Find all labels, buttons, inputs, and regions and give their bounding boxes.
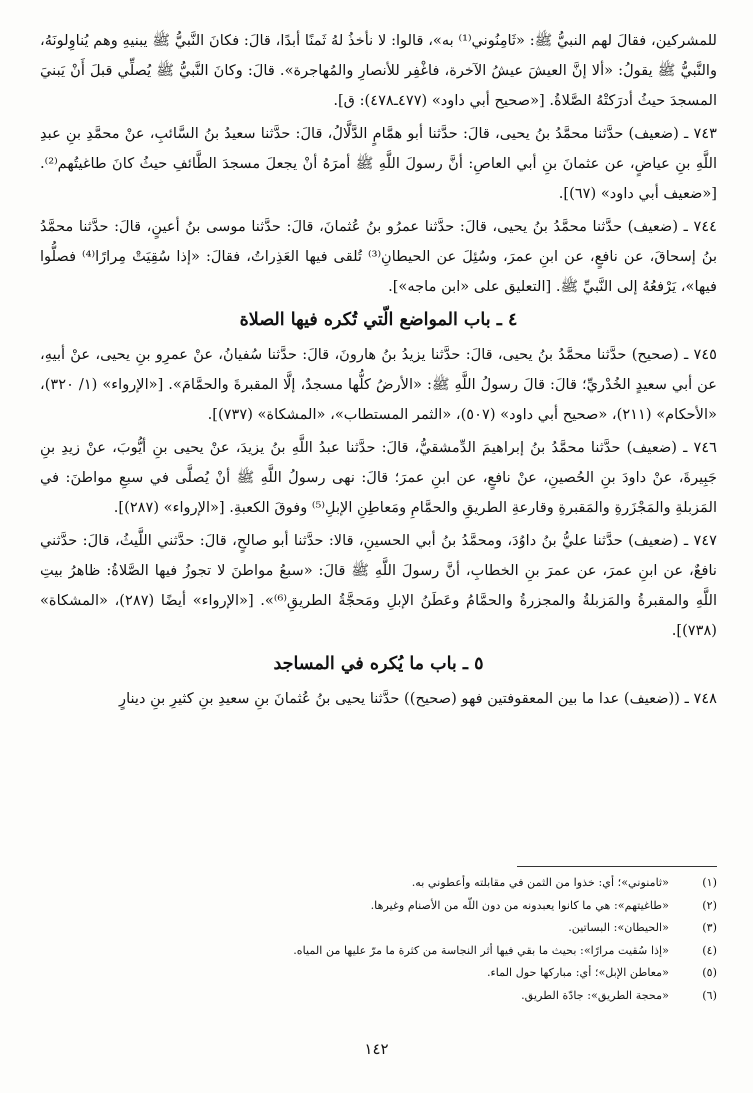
hadith-744: ٧٤٤ ـ (ضعيف) حدَّثنا محمَّدُ بنُ يحيى، قالَ: حدَّثنا عمرُو بنُ عُثمانَ، قالَ: حدَّثنا موسى بنُ أعينٍ، قالَ: حدَّثنا محمَّدُ بنُ إسحاقَ، عن نافعٍ، عن ابنِ عمرَ، وسُئِلَ عن الحيطانِ⁽³⁾ تُلقى فيها العَذِراتُ، فقالَ: «إذا سُقِيَتْ مِرارًا⁽⁴⁾ فصلُّوا فيها»، يَرْفعُهُ إلى النَّبيِّ ﷺ. [التعليق على «ابن ماجه»].: [40, 218, 718, 295]
footnote-6: [40, 985, 717, 1008]
footnote-mark: (٤): [702, 943, 717, 957]
footnote-mark: (٦): [702, 988, 717, 1002]
footnote-mark: (٥): [702, 966, 717, 979]
chapter-heading-5: ٥ ـ باب ما يُكره في المساجد: [273, 654, 484, 674]
footnote-2: [40, 895, 717, 918]
footnote-text: «محجة الطريق»: جادّة الطريق.: [521, 988, 669, 1002]
footnote-text: «الحيطان»: البساتين.: [568, 921, 669, 934]
footnote-text: «ثامنوني»؛ أي: خذوا من الثمن في مقابلته وأعطوني به.: [411, 876, 669, 889]
footnote-text: «معاطن الإبل»؛ أي: مباركها حول الماء.: [486, 966, 669, 979]
hadith-748: ٧٤٨ ـ ((ضعيف) عدا ما بين المعقوفتين فهو (صحيح)) حدَّثنا يحيى بنُ عُثمانَ بنِ سعيدِ بنِ كثيرِ بنِ دينارٍ: [119, 690, 717, 707]
footnotes: [40, 872, 717, 1007]
footnote-mark: (٢): [702, 898, 717, 912]
footnote-text: «طاغيتهم»: هي ما كانوا يعبدونه من دون اللّه من الأصنام وغيرها.: [370, 898, 669, 912]
paragraph-continuation: للمشركين، فقالَ لهم النبيُّ ﷺ: «ثَامِنُوني⁽¹⁾ به»، قالوا: لا نأخذُ لهُ ثَمنًا أبدًا، قالَ: فكانَ النَّبيُّ ﷺ يبنيهِ وهم يُناوِلونَهُ، والنَّبيُّ ﷺ يقولُ: «ألا إنَّ العيشَ عيشُ الآخرة، فاغْفِر للأنصارِ والمُهاجرة». قالَ: وكانَ النَّبيُّ ﷺ يُصلِّي قبلَ أَنْ يَبنيَ المسجدَ حيثُ أدرَكتْهُ الصَّلاةُ. [«صحيح أبي داود» (٤٧٧ـ٤٧٨): ق].: [40, 32, 717, 109]
hadith-747: ٧٤٧ ـ (ضعيف) حدَّثنا عليُّ بنُ داوُدَ، ومحمَّدُ بنُ أبي الحسينِ، قالا: حدَّثنا أبو صالحٍ، قالَ: حدَّثني اللَّيثُ، قالَ: حدَّثني نافعٌ، عن ابنِ عمرَ، عن عمرَ بنِ الخطابِ، أنَّ رسولَ اللَّهِ ﷺ قالَ: «سبعُ مواطنَ لا تجوزُ فيها الصَّلاةُ: ظاهرُ بيتِ اللَّهِ والمقبرةُ والمَزبلةُ والمجزرةُ والحمَّامُ وعَطَنُ الإبلِ ومَحجَّةُ الطريقِ⁽⁶⁾». [«الإرواء» أيضًا (٢٨٧)، «المشكاة» (٧٣٨)].: [40, 532, 718, 639]
hadith-746: ٧٤٦ ـ (ضعيف) حدَّثنا محمَّدُ بنُ إبراهيمَ الدِّمشقيُّ، قالَ: حدَّثنا عبدُ اللَّهِ بنُ يزيدَ، عنْ يحيى بنِ أيُّوبَ، عنْ زيدِ بنِ جَبِيرةَ، عنْ داودَ بنِ الحُصينِ، عنْ نافعٍ، عن ابنِ عمرَ؛ قالَ: نهى رسولُ اللَّهِ ﷺ أنْ يُصلَّى في سبعِ مواطنَ: في المَزبلةِ والمَجْزَرةِ والمَقبرةِ وقارعةِ الطريقِ والحمَّامِ ومَعاطِنِ الإبلِ⁽⁵⁾ وفوقَ الكعبةِ. [«الإرواء» (٢٨٧)].: [40, 439, 717, 516]
hadith-743: ٧٤٣ ـ (ضعيف) حدَّثنا محمَّدُ بنُ يحيى، قالَ: حدَّثنا أبو همَّامٍ الدَّلَّالُ، قالَ: حدَّثنا سعيدُ بنُ السَّائبِ، عنْ محمَّدِ بنِ عبدِ اللَّهِ بنِ عياضٍ، عن عثمانَ بنِ أبي العاصِ: أنَّ رسولَ اللَّهِ ﷺ أمرَهُ أنْ يجعلَ مسجدَ الطَّائفِ حيثُ كانَ طاغيتُهم⁽²⁾. [«ضعيف أبي داود» (٦٧)].: [40, 125, 717, 202]
main-text: [40, 26, 717, 714]
footnote-5: [40, 962, 717, 985]
chapter-heading-4: ٤ ـ باب المواضع الّتي تُكره فيها الصلاة: [239, 310, 518, 330]
footnote-1: [40, 872, 717, 895]
footnote-separator: [517, 866, 717, 867]
footnote-3: [40, 917, 717, 940]
hadith-745: ٧٤٥ ـ (صحيح) حدَّثنا محمَّدُ بنُ يحيى، قالَ: حدَّثنا يزيدُ بنُ هارونَ، قالَ: حدَّثنا سُفيانُ، عنْ عمرِو بنِ يحيى، عنْ أبيهِ، عن أبي سعيدٍ الخُدْريِّ؛ قالَ: قالَ رسولُ اللَّهِ ﷺ: «الأرضُ كلُّها مسجدٌ، إلَّا المقبرةَ والحمَّامَ». [«الإرواء» (١/ ٣٢٠)، «الأحكام» (٢١١)، «صحيح أبي داود» (٥٠٧)، «الثمر المستطاب»، «المشكاة» (٧٣٧)].: [40, 346, 717, 423]
footnote-mark: (١): [702, 876, 717, 889]
footnote-text: «إذا سُقيت مرارًا»: بحيث ما بقي فيها أثر النجاسة من كثرة ما مرّ عليها من المياه.: [293, 943, 669, 957]
footnote-mark: (٣): [702, 921, 717, 934]
footnote-4: [40, 940, 717, 963]
page-number: ١٤٢: [364, 1040, 389, 1058]
